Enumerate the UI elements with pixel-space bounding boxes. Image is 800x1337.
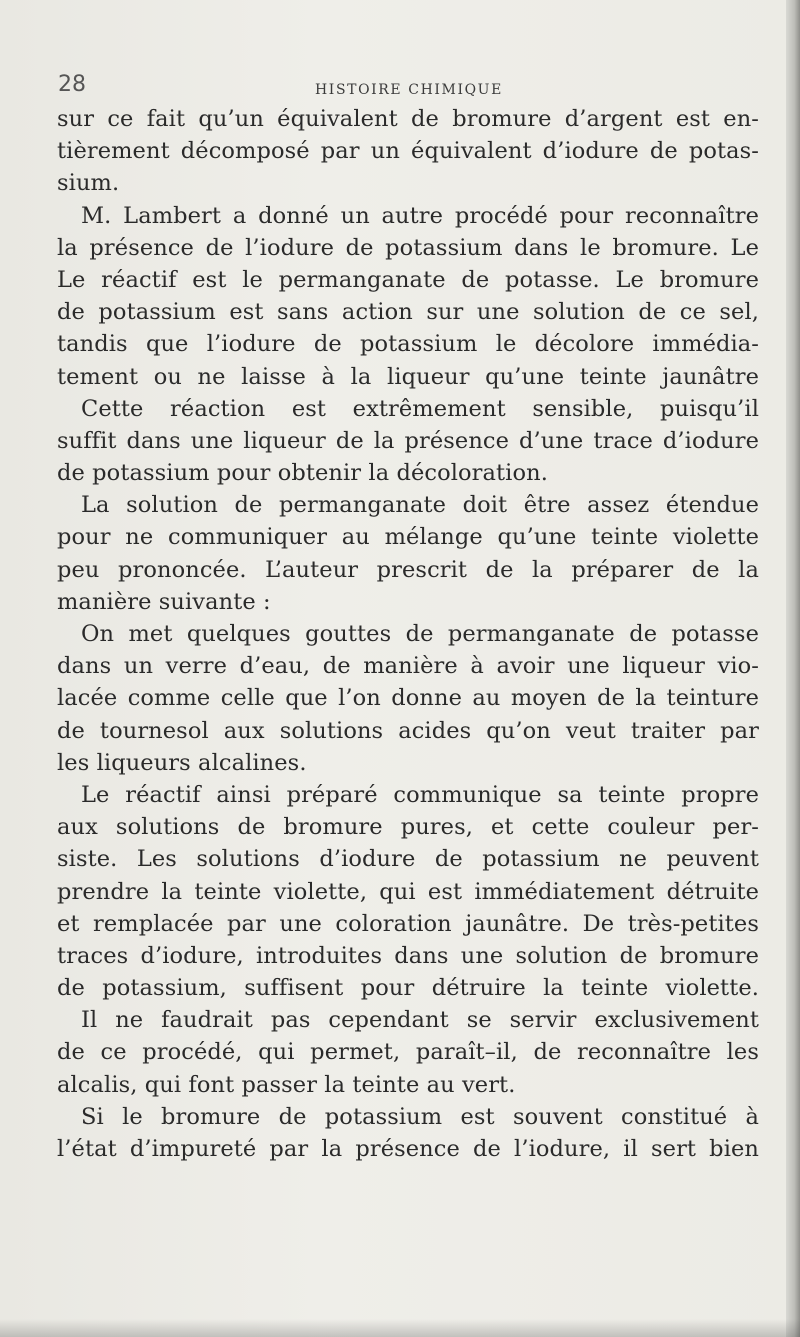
text-line: l’état d’impureté par la présence de l’iodure, il sert bien [57,1136,759,1162]
text-line: On met quelques gouttes de permanganate de potasse [81,621,759,647]
page-number: 28 [58,72,86,97]
text-line: la présence de l’iodure de potassium dans le bromure. Le [57,234,759,261]
text-line: peu prononcée. L’auteur prescrit de la préparer de la [57,556,759,583]
text-line: les liqueurs alcalines. [57,749,307,776]
text-line: siste. Les solutions d’iodure de potassium ne peuvent [57,846,759,873]
text-line: tièrement décomposé par un équivalent d’iodure de potas- [57,138,759,165]
text-line: prendre la teinte violette, qui est immédiatement détruite [57,878,759,905]
text-line: tandis que l’iodure de potassium le décolore immédia- [57,331,759,358]
text-line: sium. [57,170,120,197]
text-line: alcalis, qui font passer la teinte au vert. [57,1071,516,1098]
text-line: dans un verre d’eau, de manière à avoir une liqueur vio- [57,653,759,680]
text-line: de ce procédé, qui permet, paraît–il, de reconnaître les [57,1039,759,1066]
text-line: de tournesol aux solutions acides qu’on veut traiter par [57,717,759,744]
text-line: La solution de permanganate doit être assez étendue [81,492,759,519]
text-line: de potassium est sans action sur une solution de ce sel, [57,299,759,326]
page-edge-shadow [786,0,800,1337]
text-line: suffit dans une liqueur de la présence d’une trace d’iodure [57,427,759,454]
text-line: Il ne faudrait pas cependant se servir exclusivement [81,1007,759,1034]
running-head: HISTOIRE CHIMIQUE [315,82,503,98]
text-line: Si le bromure de potassium est souvent constitué à [81,1103,759,1130]
page-bottom-shadow [0,1319,800,1337]
text-line: manière suivante : [57,588,271,615]
text-line: lacée comme celle que l’on donne au moyen de la teinture [57,685,759,712]
text-line: aux solutions de bromure pures, et cette couleur per- [57,814,759,841]
text-line: Le réactif est le permanganate de potasse. Le bromure [57,266,759,293]
text-line: M. Lambert a donné un autre procédé pour reconnaître [81,202,759,229]
body-text [57,103,759,1165]
text-line: sur ce fait qu’un équivalent de bromure d’argent est en- [57,106,759,132]
text-line: traces d’iodure, introduites dans une solution de bromure [57,942,759,969]
text-line: tement ou ne laisse à la liqueur qu’une teinte jaunâtre [57,363,759,390]
text-line: pour ne communiquer au mélange qu’une teinte violette [57,524,759,551]
text-line: de potassium pour obtenir la décoloration. [57,460,548,487]
text-line: de potassium, suffisent pour détruire la teinte violette. [57,975,759,1002]
text-line: Cette réaction est extrêmement sensible, puisqu’il [81,395,759,422]
text-line: et remplacée par une coloration jaunâtre. De très-petites [57,910,759,937]
text-line: Le réactif ainsi préparé communique sa teinte propre [81,781,759,808]
